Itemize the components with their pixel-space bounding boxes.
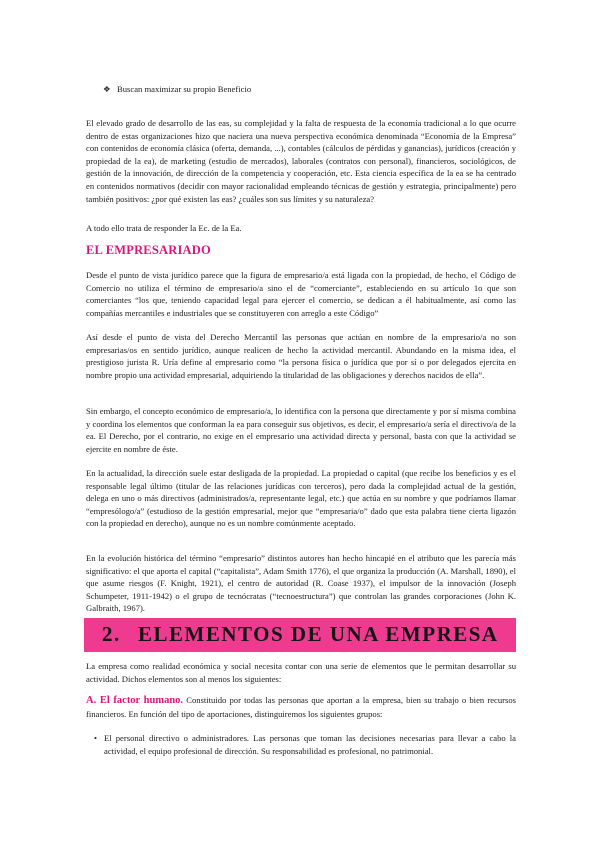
bullet-item: [103, 83, 251, 95]
section-title: ELEMENTOS DE UNA EMPRESA: [138, 622, 499, 646]
paragraph-intro: El elevado grado de desarrollo de las eas, su complejidad y la falta de respuesta de la economía tradicional a lo que ocurre dentro de estas organizaciones hizo que naciera una nueva perspectiva económica denominada “Economía de la Empresa” con contenidos de economía clásica (oferta, demanda, ...), contables (cálculos de pérdidas y ganancias), jurídicos (creación y propiedad de la ea), de marketing (estudio de mercados), laborales (contratos con personal), financieros, sociológicos, de gestión de la innovación, de dirección de la competencia y cooperación, etc. Esta ciencia específica de la ea se ha centrado en contenidos normativos (decidir con mayor racionalidad empleando técnicas de gestión y estrategia, principalmente) pero también positivos: ¿por qué existen las eas? ¿cuáles son sus límites y su naturaleza?: [86, 118, 516, 204]
paragraph-actualidad: En la actualidad, la dirección suele estar desligada de la propiedad. La propiedad o capital (que recibe los beneficios y es el responsable legal último (titular de las relaciones jurídicas con terceros), pero dada la complejidad actual de la gestión, delega en uno o más directivos (administrados/a, representante legal, etc.) que actúa en su nombre y que podríamos llamar “empresólogo/a” (estudioso de la gestión empresarial, mejor que “empresaria/o” dado que esta palabra tiene cierta ligazón con la propiedad en derecho), aunque no es un nombre comúnmente aceptado.: [86, 468, 516, 529]
bullet-item-text: Buscan maximizar su propio Beneficio: [117, 84, 252, 94]
factor-humano-text: Constituido por todas las personas que aportan a la empresa, bien su trabajo o bien recursos financieros. En función del tipo de aportaciones, distinguiremos los siguientes grupos:: [86, 695, 516, 719]
list-item-directivos: [94, 732, 516, 757]
bullet-dot-icon: •: [94, 733, 98, 743]
paragraph-elementos-intro: La empresa como realidad económica y social necesita contar con una serie de elementos que le permitan desarrollar su actividad. Dichos elementos son al menos los siguientes:: [86, 661, 516, 684]
paragraph-respond: A todo ello trata de responder la Ec. de la Ea.: [86, 223, 242, 233]
section-number: 2.: [102, 622, 121, 646]
paragraph-factor-humano: [86, 694, 516, 720]
section-heading: [102, 622, 499, 647]
subheading-factor-humano: A. El factor humano.: [86, 695, 184, 706]
list-item-text: El personal directivo o administradores. Las personas que toman las decisiones necesarias para llevar a cabo la actividad, el equipo profesional de dirección. Su responsabilidad es profesional, no patrimonial.: [104, 733, 516, 756]
paragraph-evolucion: En la evolución histórica del término “empresario” distintos autores han hecho hincapié en el atributo que les parecía más significativo: el que aporta el capital (“capitalista”, Adam Smith 1776), el que organiza la producción (A. Marshall, 1890), el que asume riesgos (F. Knight, 1921), el centro de autoridad (R. Coase 1937), el impulsor de la innovación (Joseph Schumpeter, 1911-1942) o el grupo de tecnócratas (“tecnoestructura”) que controlan las grandes corporaciones (John K. Galbraith, 1967).: [86, 553, 516, 614]
heading-empresariado: EL EMPRESARIADO: [86, 243, 211, 257]
paragraph-juridico: Desde el punto de vista jurídico parece que la figura de empresario/a está ligada con la propiedad, de hecho, el Código de Comercio no utiliza el término de empresario/a sino el de “comerciante”, estableciendo en su artículo 1o que son comerciantes “los que, teniendo capacidad legal para ejercer el comercio, se dedican a él habitualmente, así como las compañías mercantiles e industriales que se constituyeren con arreglo a este Código”: [86, 270, 516, 318]
paragraph-economico: Sin embargo, el concepto económico de empresario/a, lo identifica con la persona que directamente y por sí misma combina y coordina los elementos que conforman la ea para conseguir sus objetivos, es decir, el empresario/a sería el directivo/a de la ea. El Derecho, por el contrario, no exige en el empresario una actividad directa y personal, basta con que la actividad se ejercite en nombre de éste.: [86, 406, 516, 454]
diamond-bullet-icon: ❖: [103, 84, 111, 94]
paragraph-mercantil: Así desde el punto de vista del Derecho Mercantil las personas que actúan en nombre de la empresario/a no son empresarias/os en sentido jurídico, aunque realicen de hecho la actividad mercantil. Abundando en la misma idea, el prestigioso jurista R. Uría define al empresario como “la persona física o jurídica que por sí o por delegados ejercita en nombre propio una actividad empresarial, adquiriendo la titularidad de las obligaciones y derechos nacidos de ella”.: [86, 332, 516, 380]
